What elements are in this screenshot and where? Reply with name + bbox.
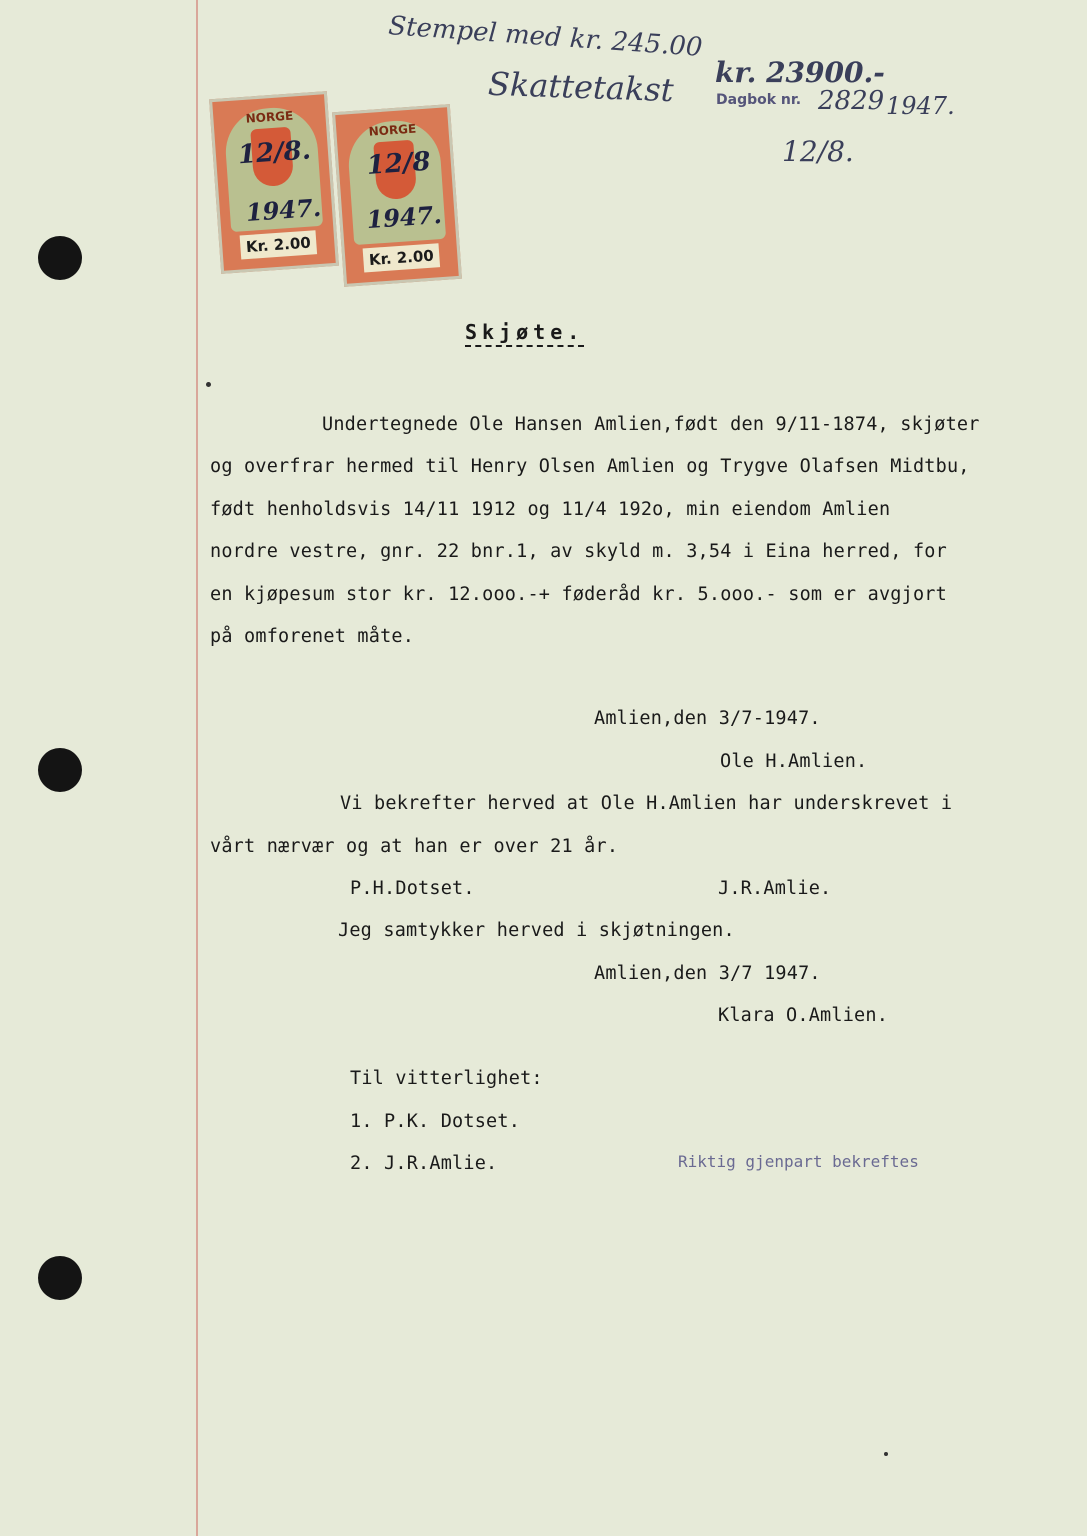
punch-hole-top xyxy=(38,236,82,280)
document-title: Skjøte. xyxy=(465,320,585,344)
witness-line: vårt nærvær og at han er over 21 år. xyxy=(210,836,619,857)
handwritten-fee: Stempel med kr. 245.00 xyxy=(387,11,704,63)
punch-hole-middle xyxy=(38,748,82,792)
handwritten-tax: Skattetakst xyxy=(487,64,675,110)
witness-2: J.R.Amlie. xyxy=(718,878,832,899)
stamp-country: NORGE xyxy=(245,108,294,126)
body-line: født henholdsvis 14/11 1912 og 11/4 192o, min eiendom Amlien xyxy=(210,499,891,520)
place-date-2: Amlien,den 3/7 1947. xyxy=(594,963,821,984)
body-line: på omforenet måte. xyxy=(210,626,415,647)
stamp-handwritten-date: 12/8 xyxy=(365,146,432,181)
certification-stamp: Riktig gjenpart bekreftes xyxy=(678,1152,919,1171)
signature-1: Ole H.Amlien. xyxy=(720,751,868,772)
stamp-handwritten-year: 1947. xyxy=(245,192,323,227)
stamp-country: NORGE xyxy=(368,121,417,139)
body-line: og overfrar hermed til Henry Olsen Amlien og Trygve Olafsen Midtbu, xyxy=(210,456,970,477)
consent-line: Jeg samtykker herved i skjøtningen. xyxy=(338,920,735,941)
vitterlighet-item: 1. P.K. Dotset. xyxy=(350,1111,521,1132)
bullet-dot xyxy=(206,382,211,387)
punch-hole-bottom xyxy=(38,1256,82,1300)
ink-dot xyxy=(884,1452,888,1456)
stamp-handwritten-date: 12/8. xyxy=(236,135,312,171)
body-line: Undertegnede Ole Hansen Amlien,født den 9/11-1874, skjøter xyxy=(322,414,980,435)
revenue-stamp-1 xyxy=(209,91,339,274)
vitterlighet-item: 2. J.R.Amlie. xyxy=(350,1153,498,1174)
revenue-stamp-2 xyxy=(332,104,462,287)
witness-line: Vi bekrefter herved at Ole H.Amlien har underskrevet i xyxy=(340,793,953,814)
body-line: en kjøpesum stor kr. 12.ooo.-+ føderåd kr. 5.ooo.- som er avgjort xyxy=(210,584,947,605)
dagbok-label: Dagbok nr. xyxy=(716,92,802,108)
place-date-1: Amlien,den 3/7-1947. xyxy=(594,708,821,729)
stamp-value: Kr. 2.00 xyxy=(363,243,440,272)
stamp-handwritten-year: 1947. xyxy=(365,199,443,235)
body-line: nordre vestre, gnr. 22 bnr.1, av skyld m. 3,54 i Eina herred, for xyxy=(210,541,947,562)
dagbok-number: 2829 xyxy=(818,86,885,116)
dagbok-year: 1947. xyxy=(886,92,955,120)
witness-1: P.H.Dotset. xyxy=(350,878,475,899)
signature-2: Klara O.Amlien. xyxy=(718,1005,889,1026)
vitterlighet-label: Til vitterlighet: xyxy=(350,1068,543,1089)
margin-line xyxy=(196,0,198,1536)
tinglyst-date: 12/8. xyxy=(782,135,854,168)
handwritten-amount: kr. 23900.- xyxy=(715,56,885,89)
stamp-value: Kr. 2.00 xyxy=(240,230,317,259)
